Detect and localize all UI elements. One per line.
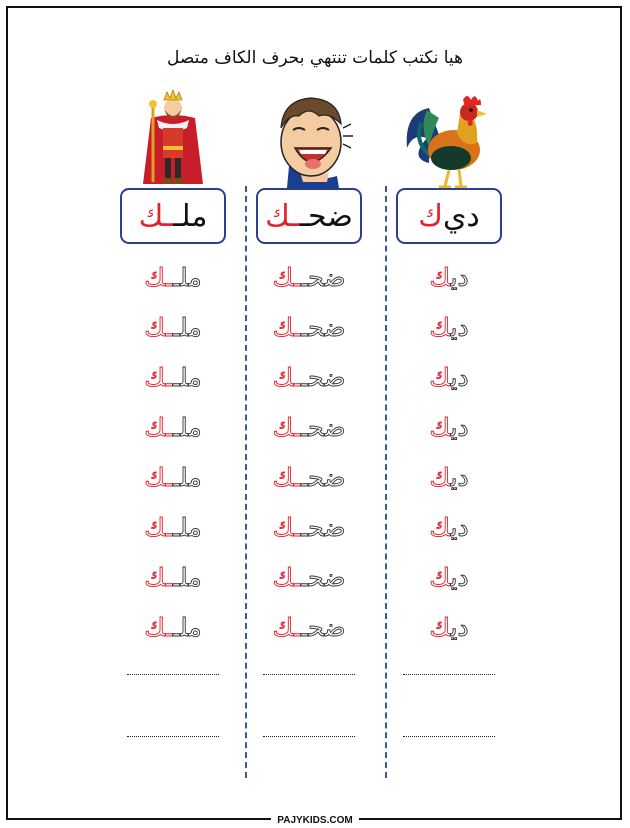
trace-word[interactable]: ضحــك [272, 513, 346, 542]
word-kaf-letter: ك [418, 198, 443, 234]
word-card [256, 188, 362, 244]
rooster-image [399, 88, 499, 190]
trace-word[interactable]: ضحــك [272, 313, 346, 342]
trace-word[interactable]: ديك [429, 413, 469, 442]
trace-word[interactable]: ملــك [144, 563, 202, 592]
trace-word[interactable]: ضحــك [272, 413, 346, 442]
word-kaf-letter: ـك [138, 198, 173, 234]
trace-word[interactable]: ديك [429, 613, 469, 642]
trace-word[interactable]: ضحــك [272, 263, 346, 292]
writing-line[interactable] [403, 674, 495, 675]
trace-word[interactable]: ديك [429, 513, 469, 542]
trace-word[interactable]: ملــك [144, 263, 202, 292]
word-base: ملـ [172, 198, 208, 234]
king-image [123, 88, 223, 190]
word-base: دي [442, 198, 480, 234]
trace-word[interactable]: ضحــك [272, 463, 346, 492]
trace-word[interactable]: ملــك [144, 513, 202, 542]
trace-word[interactable]: ملــك [144, 463, 202, 492]
trace-word[interactable]: ديك [429, 363, 469, 392]
word-card [120, 188, 226, 244]
trace-word[interactable]: ديك [429, 463, 469, 492]
trace-word[interactable]: ملــك [144, 613, 202, 642]
footer-brand [0, 808, 630, 827]
trace-word[interactable]: ديك [429, 263, 469, 292]
writing-line[interactable] [263, 674, 355, 675]
writing-line[interactable] [127, 736, 219, 737]
writing-line[interactable] [403, 736, 495, 737]
trace-word[interactable]: ملــك [144, 413, 202, 442]
laughing-man-image [259, 88, 359, 190]
trace-word[interactable]: ملــك [144, 363, 202, 392]
trace-word[interactable]: ضحــك [272, 363, 346, 392]
writing-line[interactable] [127, 674, 219, 675]
trace-word[interactable]: ديك [429, 313, 469, 342]
word-card [396, 188, 502, 244]
trace-word[interactable]: ضحــك [272, 613, 346, 642]
page-title: هيا نكتب كلمات تنتهي بحرف الكاف متصل [166, 48, 464, 68]
trace-word[interactable]: ضحــك [272, 563, 346, 592]
footer-text: PAJYKIDS.COM [271, 815, 358, 826]
word-base: ضحـ [299, 198, 353, 234]
trace-word[interactable]: ملــك [144, 313, 202, 342]
word-kaf-letter: ـك [265, 198, 300, 234]
writing-line[interactable] [263, 736, 355, 737]
trace-word[interactable]: ديك [429, 563, 469, 592]
